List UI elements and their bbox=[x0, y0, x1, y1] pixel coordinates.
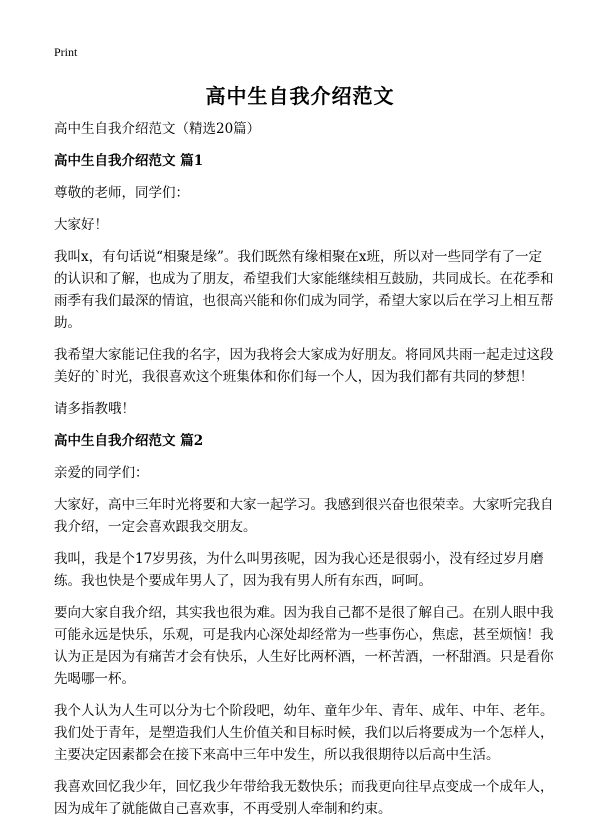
print-label[interactable]: Print bbox=[54, 45, 78, 59]
paragraph: 我个人认为人生可以分为七个阶段吧，幼年、童年少年、青年、成年、中年、老年。我们处于青年，是塑造我们人生价值关和目标时候，我们以后将要成为一个怎样人，主要决定因素都会在接下来高中三年中发生，所以我很期待以后高中生活。 bbox=[54, 703, 554, 763]
section-heading: 高中生自我介绍范文 篇2 bbox=[54, 433, 204, 449]
paragraph: 大家好！ bbox=[54, 217, 108, 233]
paragraph: 大家好，高中三年时光将要和大家一起学习。我感到很兴奋也很荣幸。大家听完我自我介绍，一定会喜欢跟我交朋友。 bbox=[54, 497, 554, 535]
paragraph: 亲爱的同学们： bbox=[54, 465, 149, 481]
paragraph: 我希望大家能记住我的名字，因为我将会大家成为好朋友。将同风共雨一起走过这段美好的`时光，我很喜欢这个班集体和你们每一个人，因为我们都有共同的梦想！ bbox=[54, 347, 554, 385]
paragraph: 要向大家自我介绍，其实我也很为难。因为我自己都不是很了解自己。在别人眼中我可能永远是快乐，乐观，可是我内心深处却经常为一些事伤心，焦虑，甚至烦恼！我认为正是因为有痛苦才会有快乐，人生好比两杯酒，一杯苦酒，一杯甜酒。只是看你先喝哪一杯。 bbox=[54, 605, 554, 687]
paragraph: 我喜欢回忆我少年，回忆我少年带给我无数快乐；而我更向往早点变成一个成年人，因为成年了就能做自己喜欢事，不再受别人牵制和约束。 bbox=[54, 779, 554, 817]
document-body bbox=[54, 118, 554, 830]
paragraph: 我叫，我是个17岁男孩，为什么叫男孩呢，因为我心还是很弱小，没有经过岁月磨练。我也快是个要成年男人了，因为我有男人所有东西，呵呵。 bbox=[54, 551, 544, 589]
document-subtitle: 高中生自我介绍范文（精选20篇） bbox=[54, 121, 261, 137]
paragraph: 请多指教哦！ bbox=[54, 401, 135, 417]
paragraph: 我叫x，有句话说“相聚是缘”。我们既然有缘相聚在x班，所以对一些同学有了一定的认识和了解，也成为了朋友，希望我们大家能继续相互鼓励，共同成长。在花季和雨季有我们最深的情谊，也很高兴能和你们成为同学，希望大家以后在学习上相互帮助。 bbox=[54, 249, 554, 331]
paragraph: 尊敬的老师，同学们： bbox=[54, 185, 189, 201]
document-title: 高中生自我介绍范文 bbox=[205, 84, 395, 108]
section-heading: 高中生自我介绍范文 篇1 bbox=[54, 153, 204, 169]
